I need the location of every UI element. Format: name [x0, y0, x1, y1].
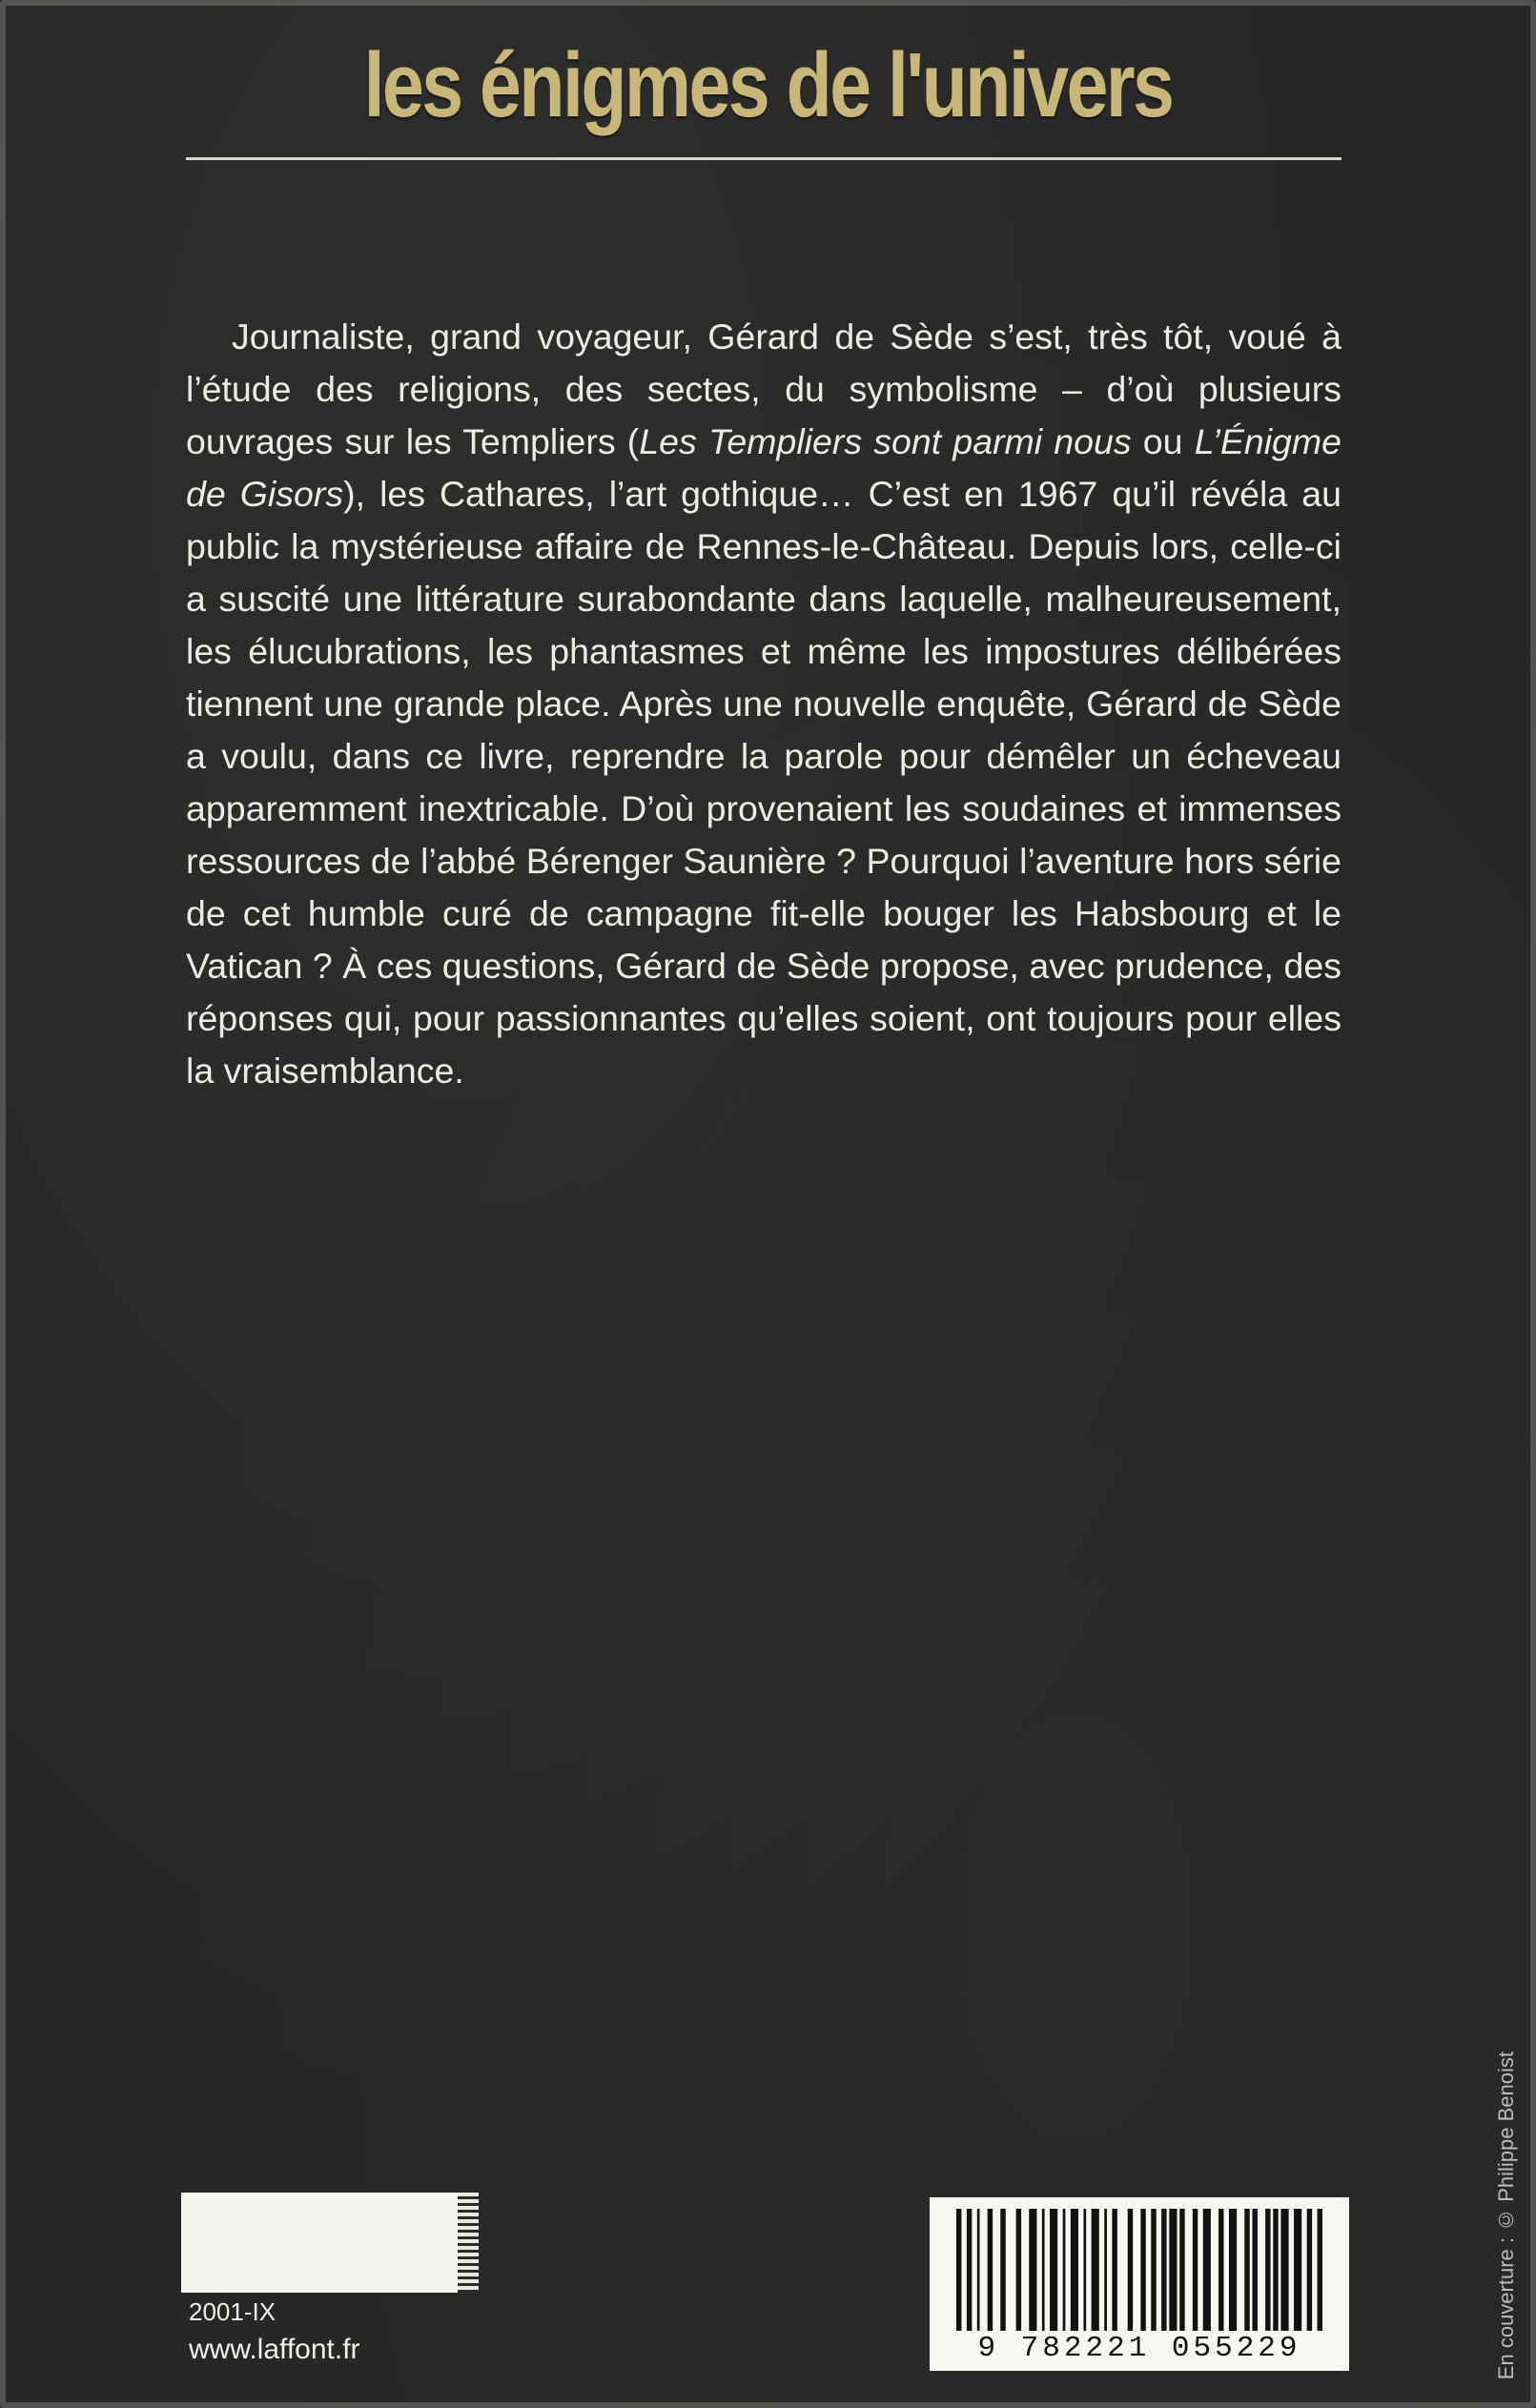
barcode-bar [1063, 2209, 1066, 2331]
blurb-text [186, 311, 1341, 1097]
barcode-bar [967, 2209, 972, 2331]
barcode-bar [1203, 2209, 1211, 2331]
barcode-bar [1071, 2209, 1078, 2331]
isbn-barcode [930, 2197, 1349, 2371]
barcode-bar [1083, 2209, 1086, 2331]
barcode-bar [1219, 2209, 1223, 2331]
barcode-bar [1112, 2209, 1116, 2331]
series-title: les énigmes de l'univers [363, 34, 1173, 136]
barcode-bar [977, 2209, 980, 2331]
barcode-bar [1280, 2209, 1288, 2331]
barcode-bar [1252, 2209, 1257, 2331]
isbn-digits: 9 782221 055229 [977, 2332, 1301, 2365]
barcode-bar [1161, 2209, 1166, 2331]
barcode-bar [1128, 2209, 1133, 2331]
barcode-bar [1029, 2209, 1036, 2331]
barcode-bar [1092, 2209, 1099, 2331]
label-edge-marks [458, 2193, 479, 2293]
publisher-website: www.laffont.fr [189, 2334, 360, 2365]
barcode-bar [1104, 2209, 1107, 2331]
barcode-bar [1050, 2209, 1057, 2331]
barcode-bar [1273, 2209, 1278, 2331]
barcode-bar [1307, 2209, 1312, 2331]
barcode-bar [1042, 2209, 1045, 2331]
barcode-bar [1151, 2209, 1156, 2331]
blurb-italic-title-2: L’Énigme de Gisors [186, 421, 1341, 514]
blurb-part-2: ou [1131, 421, 1195, 461]
blurb-part-3: ), les Cathares, l’art gothique… C’est en 1967 qu’il révéla au public la mystérieuse affaire de Rennes-le-Château. Depuis lors, celle-ci a suscité une littérature surabondante dans laquelle, malheureusement, les élucubrations, les phantasmes et même les impostures délibérées tiennent une grande place. Après une nouvelle enquête, Gérard de Sède a voulu, dans ce livre, reprendre la parole pour démêler un écheveau apparemment inextricable. D’où provenaient les soudaines et immenses ressources de l’abbé Bérenger Saunière ? Pourquoi l’aventure hors série de cet humble curé de campagne fit-elle bouger les Habsbourg et le Vatican ? À ces questions, Gérard de Sède propose, avec prudence, des réponses qui, pour passionnantes qu’elles soient, ont toujours pour elles la vraisemblance. [186, 474, 1341, 1091]
barcode-bar [1294, 2209, 1301, 2331]
barcode-bar [1318, 2209, 1322, 2331]
barcode-bar [1229, 2209, 1237, 2331]
barcode-bars [956, 2209, 1322, 2331]
blurb-part-1: Journaliste, grand voyageur, Gérard de Sède s’est, très tôt, voué à l’étude des religions, des sectes, du symbolisme – d’où plusieurs ouvrages sur les Templiers ( [186, 316, 1341, 461]
barcode-bar [1140, 2209, 1145, 2331]
price-label-sticker [181, 2193, 458, 2293]
cover-photo-credit: En couverture : © Philippe Benoist [1494, 2051, 1518, 2379]
blurb-italic-title-1: Les Templiers sont parmi nous [639, 421, 1132, 461]
title-divider [186, 157, 1341, 160]
barcode-bar [988, 2209, 993, 2331]
barcode-bar [1000, 2209, 1005, 2331]
barcode-bar [1244, 2209, 1249, 2331]
print-code: 2001-IX [189, 2297, 276, 2326]
barcode-bar [956, 2209, 961, 2331]
barcode-bar [1193, 2209, 1198, 2331]
barcode-bar [1179, 2209, 1184, 2331]
barcode-bar [1016, 2209, 1021, 2331]
barcode-bar [1265, 2209, 1270, 2331]
barcode-bar [1169, 2209, 1177, 2331]
